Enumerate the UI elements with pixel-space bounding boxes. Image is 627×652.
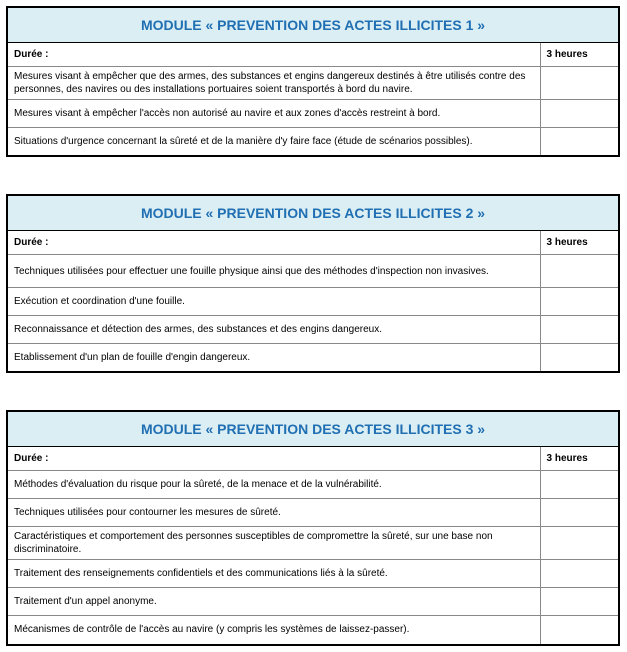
item-text: Etablissement d'un plan de fouille d'engin dangereux. (8, 344, 540, 371)
duration-value: 3 heures (540, 447, 618, 471)
item-hours-cell (540, 128, 618, 155)
duration-label: Durée : (8, 231, 540, 255)
duration-value: 3 heures (540, 231, 618, 255)
item-hours-cell (540, 100, 618, 128)
item-text: Exécution et coordination d'une fouille. (8, 288, 540, 316)
item-hours-cell (540, 255, 618, 288)
duration-label: Durée : (8, 43, 540, 67)
item-hours-cell (540, 499, 618, 527)
item-hours-cell (540, 344, 618, 371)
item-hours-cell (540, 67, 618, 100)
module-title: MODULE « PREVENTION DES ACTES ILLICITES 1 » (8, 8, 618, 43)
item-hours-cell (540, 527, 618, 560)
duration-value: 3 heures (540, 43, 618, 67)
module-3-table (6, 410, 620, 646)
module-1-table (6, 6, 620, 157)
duration-label: Durée : (8, 447, 540, 471)
module-title: MODULE « PREVENTION DES ACTES ILLICITES 2 » (8, 196, 618, 231)
item-hours-cell (540, 288, 618, 316)
item-text: Mesures visant à empêcher l'accès non autorisé au navire et aux zones d'accès restreint à bord. (8, 100, 540, 128)
item-text: Traitement d'un appel anonyme. (8, 588, 540, 616)
module-2-table (6, 194, 620, 373)
item-hours-cell (540, 560, 618, 588)
item-text: Reconnaissance et détection des armes, des substances et des engins dangereux. (8, 316, 540, 344)
module-title: MODULE « PREVENTION DES ACTES ILLICITES 3 » (8, 412, 618, 447)
item-text: Caractéristiques et comportement des personnes susceptibles de compromettre la sûreté, sur une base non discriminatoire. (8, 527, 540, 560)
item-text: Traitement des renseignements confidentiels et des communications liés à la sûreté. (8, 560, 540, 588)
item-hours-cell (540, 616, 618, 644)
item-text: Méthodes d'évaluation du risque pour la sûreté, de la menace et de la vulnérabilité. (8, 471, 540, 499)
item-hours-cell (540, 471, 618, 499)
item-text: Situations d'urgence concernant la sûreté et de la manière d'y faire face (étude de scénarios possibles). (8, 128, 540, 155)
item-text: Mécanismes de contrôle de l'accès au navire (y compris les systèmes de laissez-passer). (8, 616, 540, 644)
item-hours-cell (540, 316, 618, 344)
item-text: Mesures visant à empêcher que des armes, des substances et engins dangereux destinés à être utilisés contre des personnes, des navires ou des installations portuaires soient transportés à bord du navire. (8, 67, 540, 100)
item-text: Techniques utilisées pour contourner les mesures de sûreté. (8, 499, 540, 527)
item-text: Techniques utilisées pour effectuer une fouille physique ainsi que des méthodes d'inspection non invasives. (8, 255, 540, 288)
item-hours-cell (540, 588, 618, 616)
